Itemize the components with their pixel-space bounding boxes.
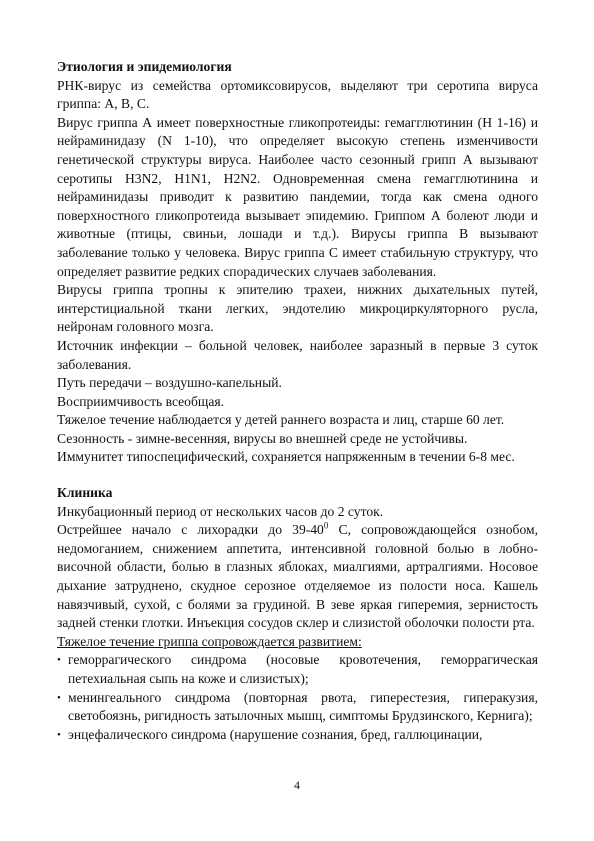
paragraph-seasonality: Сезонность - зимне-весенняя, вирусы во внешней среде не устойчивы.: [57, 430, 468, 446]
onset-text-start: Острейшее начало с лихорадки до 39-40: [57, 522, 324, 538]
section-heading-clinic: Клиника: [57, 485, 113, 501]
degree-superscript: 0: [323, 520, 329, 531]
paragraph-virus-family: РНК-вирус из семейства ортомиксовирусов, выделяют три серотипа вируса гриппа: А, В, С.: [57, 77, 538, 112]
list-item-text: энцефалического синдрома (нарушение сознания, бред, галлюцинации,: [68, 726, 483, 742]
severe-course-list: [57, 651, 538, 744]
paragraph-infection-source: Источник инфекции – больной человек, наиболее заразный в первые 3 суток заболевания.: [57, 337, 538, 372]
severe-course-intro: Тяжелое течение гриппа сопровождается развитием:: [57, 633, 362, 649]
paragraph-virus-types: Вирус гриппа А имеет поверхностные гликопротеиды: гемагглютинин (H 1-16) и нейраминидазу (N 1-10), что определяет высокую степень изменчивости генетической структуры вируса. Наиболее часто сезонный грипп А вызывают серотипы H3N2, H1N1, H2N2. Одновременная смена гемагглютинина и нейраминидазы приводит к развитию пандемии, тогда как смена одного поверхностного гликопротеида вызывает эпидемию. Гриппом А болеют люди и животные (птицы, свиньи, лошади и т.д.). Вирусы гриппа В вызывают заболевание только у человека. Вирус гриппа С имеет стабильную структуру, что определяет развитие редких спорадических случаев заболевания.: [57, 114, 538, 279]
list-item-text: менингеального синдрома (повторная рвота, гиперестезия, гиперакузия, светобоязнь, ригидность затылочных мышц, симптомы Брудзинского, Кернига);: [68, 689, 538, 724]
paragraph-onset: [57, 521, 538, 633]
paragraph-tropism: Вирусы гриппа тропны к эпителию трахеи, нижних дыхательных путей, интерстициальной ткани легких, эндотелию микроциркуляторного русла, нейронам головного мозга.: [57, 282, 538, 335]
paragraph-severe-course-groups: Тяжелое течение наблюдается у детей раннего возраста и лиц, старше 60 лет.: [57, 412, 505, 428]
onset-text-rest: С, сопровождающейся ознобом, недомоганием, снижением аппетита, интенсивной головной болью в лобно-височной области, болью в глазных яблоках, миалгиями, артралгиями. Носовое дыхание затруднено, скудное серозное отделяемое из полости носа. Кашель навязчивый, сухой, с болями за грудиной. В зеве яркая гиперемия, зернистость задней стенки глотки. Инъекция сосудов склер и слизистой оболочки полости рта.: [57, 522, 538, 631]
paragraph-transmission: Путь передачи – воздушно-капельный.: [57, 375, 282, 391]
paragraph-immunity: Иммунитет типоспецифический, сохраняется напряженным в течении 6-8 мес.: [57, 449, 515, 465]
paragraph-incubation: Инкубационный период от нескольких часов до 2 суток.: [57, 503, 384, 519]
page-content: [57, 58, 538, 744]
section-heading-etiology: Этиология и эпидемиология: [57, 59, 232, 74]
bullet-marker: •: [57, 691, 61, 704]
bullet-marker: •: [57, 654, 61, 667]
bullet-marker: •: [57, 728, 61, 741]
list-item: [57, 689, 538, 726]
list-item: [57, 726, 538, 745]
page-number: 4: [294, 778, 300, 792]
section-spacer: [57, 467, 538, 484]
paragraph-susceptibility: Восприимчивость всеобщая.: [57, 393, 225, 409]
list-item-text: геморрагического синдрома (носовые кровотечения, геморрагическая петехиальная сыпь на коже и слизистых);: [68, 652, 538, 686]
list-item: [57, 651, 538, 688]
